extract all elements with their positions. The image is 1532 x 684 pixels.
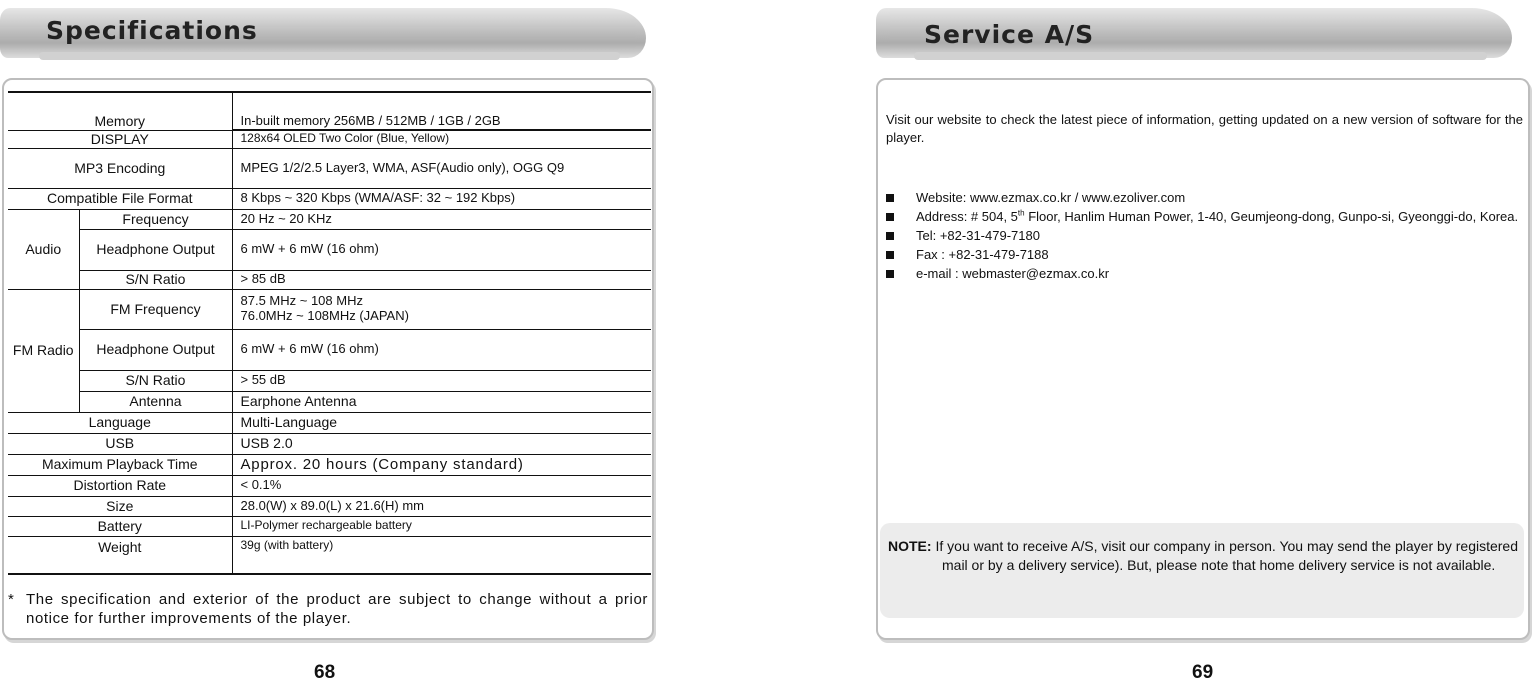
- specifications-table: [8, 91, 651, 575]
- spec-group-label: Audio: [8, 209, 79, 289]
- page-number: 68: [314, 662, 336, 683]
- spec-value: Multi-Language: [232, 412, 651, 433]
- spec-value: MPEG 1/2/2.5 Layer3, WMA, ASF(Audio only), OGG Q9: [232, 148, 651, 188]
- table-row: [8, 92, 651, 130]
- spec-label: DISPLAY: [8, 130, 232, 148]
- table-row: [8, 148, 651, 188]
- address-text: [916, 207, 1523, 226]
- spec-label: Distortion Rate: [8, 475, 232, 496]
- address-rest: Floor, Hanlim Human Power, 1-40, Geumjeong-dong, Gunpo-si, Gyeonggi-do, Korea.: [1024, 209, 1519, 224]
- address-prefix: Address: # 504, 5: [916, 209, 1018, 224]
- list-item: [886, 226, 1523, 245]
- spec-label: USB: [8, 433, 232, 454]
- note-text: If you want to receive A/S, visit our company in person. You may send the player by registered mail or by a delivery service). But, please note that home delivery service is not available.: [931, 538, 1518, 573]
- spec-value: 128x64 OLED Two Color (Blue, Yellow): [232, 130, 651, 148]
- spec-label: Headphone Output: [79, 229, 232, 270]
- table-row: [8, 536, 651, 574]
- table-row: [8, 475, 651, 496]
- spec-value: 6 mW + 6 mW (16 ohm): [232, 329, 651, 370]
- spec-value: 6 mW + 6 mW (16 ohm): [232, 229, 651, 270]
- table-row: [8, 329, 651, 370]
- spec-value-line: 87.5 MHz ~ 108 MHz: [240, 293, 363, 309]
- spec-value: < 0.1%: [232, 475, 651, 496]
- table-row: [8, 188, 651, 209]
- table-row: [8, 209, 651, 229]
- fax-text: Fax : +82-31-479-7188: [916, 247, 1049, 262]
- disclaimer-text: The specification and exterior of the product are subject to change without a prior notice for further improvements of the player.: [26, 591, 648, 627]
- service-note-box: [880, 523, 1524, 618]
- note-body: [888, 537, 1518, 575]
- list-item: [886, 245, 1523, 264]
- spec-value: In-built memory 256MB / 512MB / 1GB / 2GB: [232, 92, 651, 130]
- service-header-banner: [876, 2, 1512, 64]
- service-intro-text: Visit our website to check the latest piece of information, getting updated on a new version of software for the player.: [886, 112, 1523, 145]
- spec-label: S/N Ratio: [79, 270, 232, 289]
- page-number: 69: [1192, 662, 1214, 683]
- ordinal-suffix: th: [1017, 208, 1025, 218]
- table-row: [8, 412, 651, 433]
- spec-value: [232, 289, 651, 329]
- spec-value: 8 Kbps ~ 320 Kbps (WMA/ASF: 32 ~ 192 Kbps): [232, 188, 651, 209]
- spec-value: 39g (with battery): [232, 536, 651, 574]
- spec-label: Antenna: [79, 391, 232, 412]
- square-bullet-icon: [886, 232, 894, 240]
- table-row: [8, 391, 651, 412]
- spec-label: Weight: [8, 536, 232, 574]
- table-row: [8, 496, 651, 516]
- spec-label: Compatible File Format: [8, 188, 232, 209]
- square-bullet-icon: [886, 213, 894, 221]
- table-row: [8, 289, 651, 329]
- spec-label: MP3 Encoding: [8, 148, 232, 188]
- spec-label: Language: [8, 412, 232, 433]
- spec-value: 20 Hz ~ 20 KHz: [232, 209, 651, 229]
- spec-value: > 85 dB: [232, 270, 651, 289]
- note-label: NOTE:: [888, 538, 932, 554]
- spec-value: > 55 dB: [232, 370, 651, 391]
- spec-label: Memory: [8, 92, 232, 130]
- specifications-disclaimer: [8, 590, 648, 628]
- spec-value-line: 76.0MHz ~ 108MHz (JAPAN): [240, 308, 409, 323]
- email-text: e-mail : webmaster@ezmax.co.kr: [916, 266, 1110, 281]
- list-item: [886, 207, 1523, 226]
- table-row: [8, 270, 651, 289]
- page-title: Specifications: [46, 16, 258, 45]
- spec-label: Size: [8, 496, 232, 516]
- spec-value: LI-Polymer rechargeable battery: [232, 516, 651, 536]
- contact-list: [886, 188, 1523, 283]
- spec-group-label: FM Radio: [8, 289, 79, 412]
- table-row: [8, 130, 651, 148]
- square-bullet-icon: [886, 270, 894, 278]
- tel-text: Tel: +82-31-479-7180: [916, 228, 1040, 243]
- spec-label: Maximum Playback Time: [8, 454, 232, 475]
- page-title: Service A/S: [924, 20, 1095, 49]
- table-row: [8, 454, 651, 475]
- spec-value: Approx. 20 hours (Company standard): [232, 454, 651, 475]
- specifications-header-banner: [0, 2, 646, 64]
- spec-label: S/N Ratio: [79, 370, 232, 391]
- spec-label: Battery: [8, 516, 232, 536]
- asterisk-marker: *: [8, 591, 15, 608]
- spec-label: Headphone Output: [79, 329, 232, 370]
- spec-value: 28.0(W) x 89.0(L) x 21.6(H) mm: [232, 496, 651, 516]
- service-note: [888, 537, 1518, 575]
- table-row: [8, 516, 651, 536]
- square-bullet-icon: [886, 251, 894, 259]
- spec-value: USB 2.0: [232, 433, 651, 454]
- spec-label: Frequency: [79, 209, 232, 229]
- list-item: [886, 264, 1523, 283]
- website-text: Website: www.ezmax.co.kr / www.ezoliver.com: [916, 190, 1186, 205]
- spec-value: Earphone Antenna: [232, 391, 651, 412]
- table-row: [8, 370, 651, 391]
- table-row: [8, 229, 651, 270]
- table-row: [8, 433, 651, 454]
- spec-label: FM Frequency: [79, 289, 232, 329]
- list-item: [886, 188, 1523, 207]
- square-bullet-icon: [886, 194, 894, 202]
